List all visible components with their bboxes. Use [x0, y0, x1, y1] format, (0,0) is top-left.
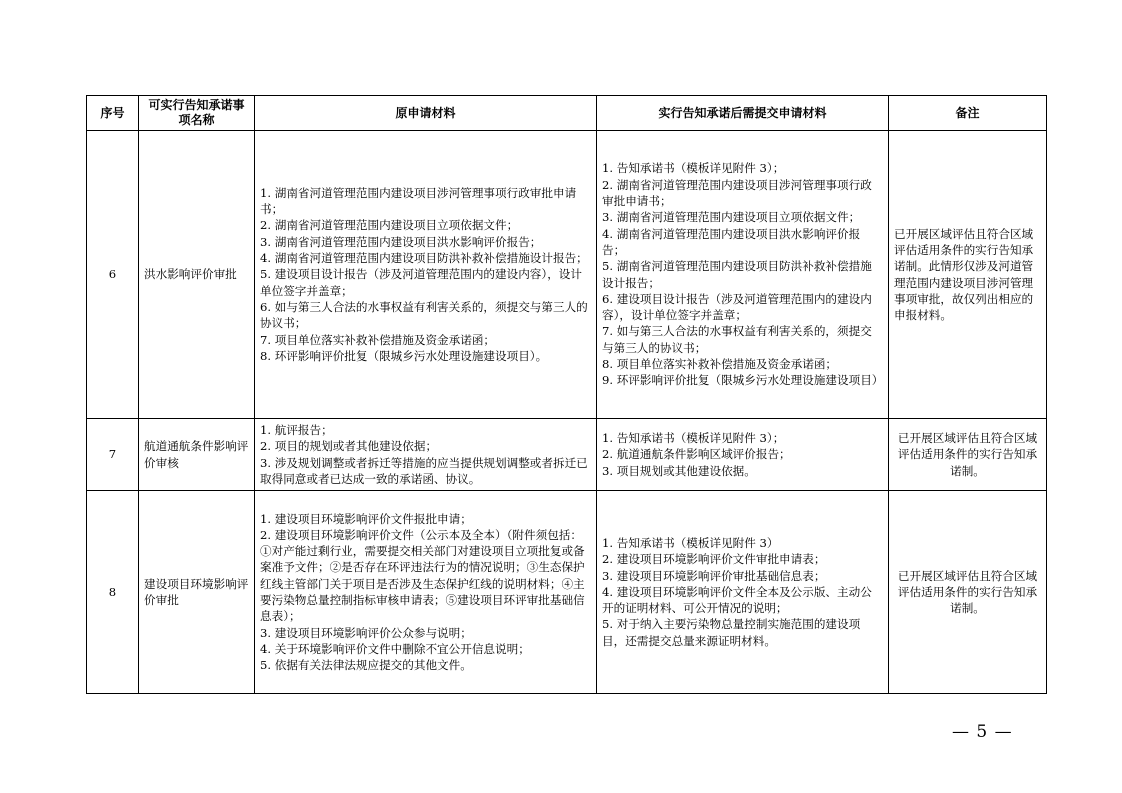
row-seq: 8	[87, 491, 139, 694]
row-seq: 7	[87, 419, 139, 491]
row-seq: 6	[87, 131, 139, 419]
list-item: 6. 如与第三人合法的水事权益有利害关系的，须提交与第三人的协议书；	[260, 299, 588, 331]
list-item: 5. 对于纳入主要污染物总量控制实施范围的建设项目，还需提交总量来源证明材料。	[602, 617, 861, 648]
list-item: 7. 如与第三人合法的水事权益有利害关系的，须提交与第三人的协议书；	[602, 324, 872, 355]
row-item-name: 建设项目环境影响评价审批	[139, 491, 255, 694]
table-row	[87, 491, 1047, 694]
list-item: 3. 建设项目环境影响评价公众参与说明；	[260, 625, 472, 640]
list-item: 3. 建设项目环境影响评价审批基础信息表；	[602, 568, 826, 583]
list-item: 4. 湖南省河道管理范围内建设项目洪水影响评价报告；	[602, 226, 861, 257]
row-after-materials	[597, 419, 889, 491]
row-remarks: 已开展区域评估且符合区域评估适用条件的实行告知承诺制。	[889, 491, 1047, 694]
list-item: 5. 建设项目设计报告（涉及河道管理范围内的建设内容），设计单位签字并盖章；	[260, 267, 582, 298]
header-seq: 序号	[87, 96, 139, 131]
list-item: 1. 湖南省河道管理范围内建设项目涉河管理事项行政审批申请书；	[260, 185, 577, 217]
row-item-name: 航道通航条件影响评价审核	[139, 419, 255, 491]
row-original-materials	[255, 491, 597, 694]
list-item: 1. 告知承诺书（模板详见附件 3）	[602, 535, 779, 550]
list-item: 1. 建设项目环境影响评价文件报批申请；	[260, 511, 472, 526]
row-remarks: 已开展区域评估且符合区域评估适用条件的实行告知承诺制。此情形仅涉及河道管理范围内建设项目涉河管理事项审批，故仅列出相应的申报材料。	[889, 131, 1047, 419]
list-item: 8. 环评影响评价批复（限城乡污水处理设施建设项目）。	[260, 348, 548, 363]
table-row	[87, 131, 1047, 419]
list-item: 3. 项目规划或其他建设依据。	[602, 463, 756, 478]
list-item: 3. 涉及规划调整或者拆迁等措施的应当提供规划调整或者拆迁已取得同意或者已达成一致的承诺函、协议。	[260, 455, 588, 486]
page-number: — 5 —	[952, 722, 1013, 742]
list-item: 4. 关于环境影响评价文件中删除不宜公开信息说明；	[260, 641, 530, 656]
list-item: 7. 项目单位落实补救补偿措施及资金承诺函；	[260, 332, 496, 347]
header-remarks: 备注	[889, 96, 1047, 131]
list-item: 8. 项目单位落实补救补偿措施及资金承诺函；	[602, 356, 838, 371]
list-item: 2. 项目的规划或者其他建设依据；	[260, 439, 438, 454]
row-original-materials	[255, 131, 597, 419]
list-item: 2. 航道通航条件影响区域评价报告；	[602, 447, 791, 462]
list-item: 4. 建设项目环境影响评价文件全本及公示版、主动公开的证明材料、可公开情况的说明；	[602, 584, 872, 616]
header-item-name: 可实行告知承诺事项名称	[139, 96, 255, 131]
header-after-materials: 实行告知承诺后需提交申请材料	[597, 96, 889, 131]
table-row	[87, 419, 1047, 491]
list-item: 1. 告知承诺书（模板详见附件 3）；	[602, 161, 785, 176]
row-after-materials	[597, 491, 889, 694]
list-item: 6. 建设项目设计报告（涉及河道管理范围内的建设内容），设计单位签字并盖章；	[602, 291, 872, 323]
list-item: 1. 航评报告；	[260, 422, 333, 437]
list-item: 2. 建设项目环境影响评价文件审批申请表；	[602, 552, 826, 567]
list-item: 3. 湖南省河道管理范围内建设项目洪水影响评价报告；	[260, 234, 542, 249]
row-remarks: 已开展区域评估且符合区域评估适用条件的实行告知承诺制。	[889, 419, 1047, 491]
approval-materials-table	[86, 95, 1047, 694]
list-item: 4. 湖南省河道管理范围内建设项目防洪补救补偿措施设计报告；	[260, 251, 588, 266]
list-item: 2. 建设项目环境影响评价文件（公示本及全本）（附件须包括：①对产能过剩行业，需要提交相关部门对建设项目立项批复或备案准予文件；②是否存在环评违法行为的情况说明；③生态保护红线主管部门关于项目是否涉及生态保护红线的说明材料；④主要污染物总量控制指标审核申请表；⑤建设项目环评审批基础信息表）；	[260, 527, 585, 624]
row-item-name: 洪水影响评价审批	[139, 131, 255, 419]
list-item: 2. 湖南省河道管理范围内建设项目立项依据文件；	[260, 218, 519, 233]
row-after-materials	[597, 131, 889, 419]
table-header-row	[87, 96, 1047, 131]
header-original-materials: 原申请材料	[255, 96, 597, 131]
list-item: 9. 环评影响评价批复（限城乡污水处理设施建设项目）	[602, 373, 884, 388]
list-item: 1. 告知承诺书（模板详见附件 3）；	[602, 431, 785, 446]
list-item: 5. 湖南省河道管理范围内建设项目防洪补救补偿措施设计报告；	[602, 259, 872, 290]
row-original-materials	[255, 419, 597, 491]
list-item: 2. 湖南省河道管理范围内建设项目涉河管理事项行政审批申请书；	[602, 177, 872, 209]
list-item: 3. 湖南省河道管理范围内建设项目立项依据文件；	[602, 210, 861, 225]
list-item: 5. 依据有关法律法规应提交的其他文件。	[260, 658, 472, 673]
